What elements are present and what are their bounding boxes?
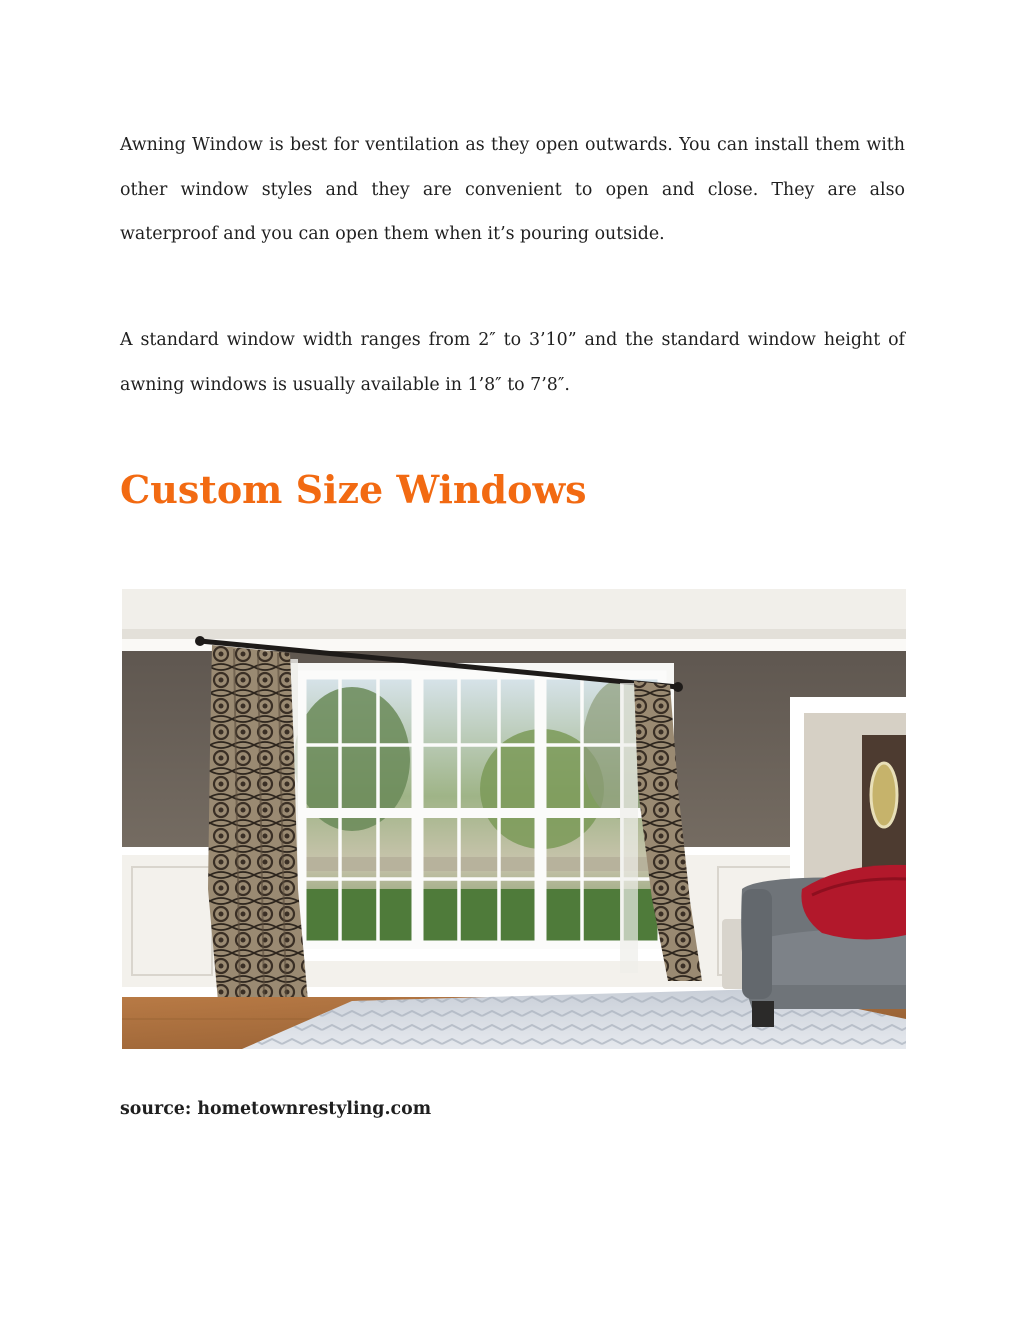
paragraph-awning-window: Awning Window is best for ventilation as they open outwards. You can install them with other window styles and they are convenient to open and close. They are also waterproof and you can open them when it’s pouring outside. [120,135,905,244]
paragraph-standard-width: A standard window width ranges from 2″ to 3’10” and the standard window height of awning windows is usually available in 1’8″ to 7’8″. [120,330,905,395]
image-source-caption: source: hometownrestyling.com [120,1099,432,1119]
section-heading: Custom Size Windows [120,467,587,512]
living-room-window-photo [122,589,906,1049]
